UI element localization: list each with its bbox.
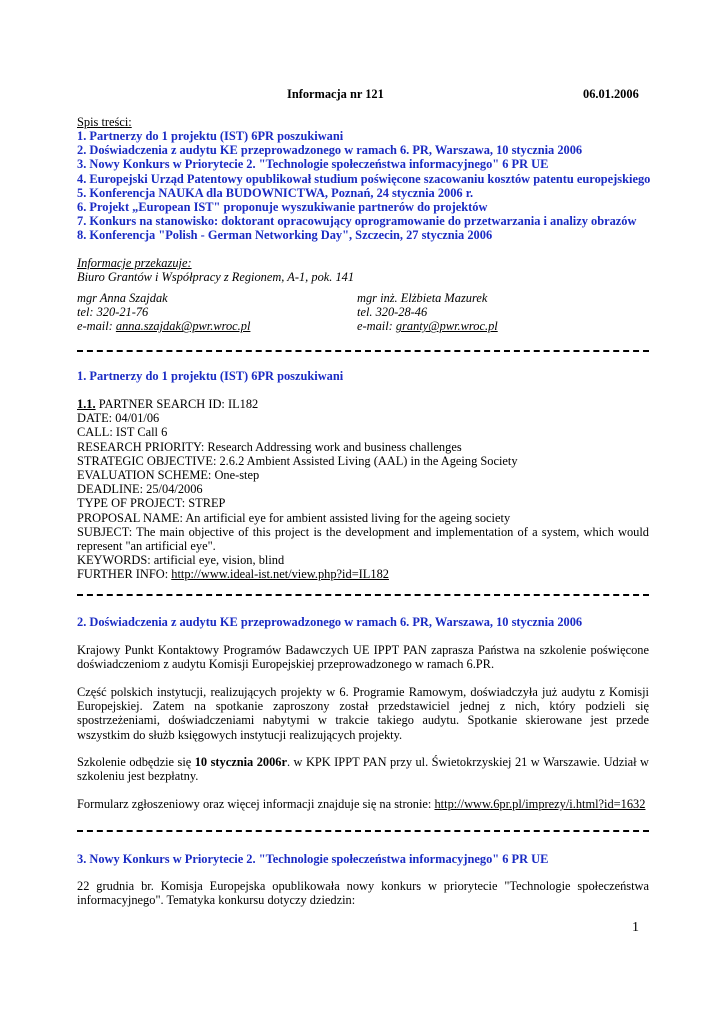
partner-call: CALL: IST Call 6 bbox=[77, 425, 168, 440]
contact-2 bbox=[357, 291, 498, 334]
section-1-heading: 1. Partnerzy do 1 projektu (IST) 6PR poszukiwani bbox=[77, 369, 344, 383]
further-info-prefix: FURTHER INFO: bbox=[77, 567, 172, 582]
partner-search-id: PARTNER SEARCH ID: IL182 bbox=[95, 397, 259, 411]
toc-item-2[interactable]: 2. Doświadczenia z audytu KE przeprowadzonego w ramach 6. PR, Warszawa, 10 stycznia 2006 bbox=[77, 143, 583, 158]
page-number: 1 bbox=[632, 920, 639, 935]
section-3-heading: 3. Nowy Konkurs w Priorytecie 2. "Technologie społeczeństwa informacyjnego" 6 PR UE bbox=[77, 852, 549, 866]
section-2-paragraph-1: Krajowy Punkt Kontaktowy Programów Badawczych UE IPPT PAN zaprasza Państwa na szkolenie poświęcone doświadczeniom z audytu Komisji Europejskiej przeprowadzonego w ramach 6.PR. bbox=[77, 643, 649, 672]
section-2-paragraph-4 bbox=[77, 797, 645, 811]
contact-1-name: mgr Anna Szajdak bbox=[77, 291, 168, 305]
partner-evaluation-scheme: EVALUATION SCHEME: One-step bbox=[77, 468, 260, 483]
section-2-paragraph-2: Część polskich instytucji, realizujących projekty w 6. Programie Ramowym, doświadczyła już audytu z Komisji Europejskiej. Zatem na spotkanie zaproszony został przedstawiciel jednej z nich, który podzieli się spostrzeżeniami, doświadczeniami nabytymi w trakcie takiego audytu. Spotkanie skierowane jest przede wszystkim do służb księgowych instytucji realizujących projekty. bbox=[77, 685, 649, 742]
partner-deadline: DEADLINE: 25/04/2006 bbox=[77, 482, 203, 497]
separator-3 bbox=[77, 830, 649, 832]
partner-research-priority: RESEARCH PRIORITY: Research Addressing work and business challenges bbox=[77, 439, 462, 454]
info-label: Informacje przekazuje: bbox=[77, 256, 192, 270]
separator-1 bbox=[77, 350, 649, 352]
contact-2-email-link[interactable]: granty@pwr.wroc.pl bbox=[395, 319, 498, 334]
toc-heading: Spis treści: bbox=[77, 115, 132, 129]
section-2-paragraph-3 bbox=[77, 755, 649, 783]
partner-keywords: KEYWORDS: artificial eye, vision, blind bbox=[77, 553, 285, 568]
form-info-link[interactable]: http://www.6pr.pl/imprezy/i.html?id=1632 bbox=[434, 797, 646, 811]
partner-date: DATE: 04/01/06 bbox=[77, 411, 160, 426]
contact-2-tel: tel. 320-28-46 bbox=[357, 305, 428, 320]
toc-item-1[interactable]: 1. Partnerzy do 1 projektu (IST) 6PR poszukiwani bbox=[77, 129, 344, 143]
section-2-heading: 2. Doświadczenia z audytu KE przeprowadzonego w ramach 6. PR, Warszawa, 10 stycznia 2006 bbox=[77, 615, 583, 629]
further-info-link[interactable]: http://www.ideal-ist.net/view.php?id=IL182 bbox=[171, 567, 389, 582]
training-text-a: Szkolenie odbędzie się bbox=[77, 755, 195, 769]
separator-2 bbox=[77, 594, 649, 596]
toc-list bbox=[77, 129, 649, 243]
document-date: 06.01.2006 bbox=[583, 87, 639, 101]
contact-2-email-prefix: e-mail: bbox=[357, 319, 396, 334]
training-text-b: . w KPK IPPT PAN przy ul. Świetokrzyskiej 21 w Warszawie. Udział w szkoleniu jest bezpłatny. bbox=[77, 755, 649, 784]
partner-strategic-objective: STRATEGIC OBJECTIVE: 2.6.2 Ambient Assisted Living (AAL) in the Ageing Society bbox=[77, 453, 518, 468]
partner-subject: SUBJECT: The main objective of this project is the development and implementation of a system, which would represent "an artificial eye". bbox=[77, 524, 649, 554]
section-3-paragraph-1: 22 grudnia br. Komisja Europejska opublikowała nowy konkurs w priorytecie "Technologie społeczeństwa informacyjnego". Tematyka konkursu dotyczy dziedzin: bbox=[77, 879, 649, 908]
contact-1 bbox=[77, 291, 250, 334]
toc-item-3[interactable]: 3. Nowy Konkurs w Priorytecie 2. "Technologie społeczeństwa informacyjnego" 6 PR UE bbox=[77, 157, 549, 172]
partner-project-type: TYPE OF PROJECT: STREP bbox=[77, 496, 226, 511]
contact-1-tel: tel: 320-21-76 bbox=[77, 305, 149, 320]
contact-2-name: mgr inż. Elżbieta Mazurek bbox=[357, 291, 488, 305]
toc-item-8[interactable]: 8. Konferencja "Polish - German Networking Day", Szczecin, 27 stycznia 2006 bbox=[77, 228, 493, 243]
section-1-body bbox=[77, 397, 649, 582]
info-office: Biuro Grantów i Współpracy z Regionem, A-1, pok. 141 bbox=[77, 270, 355, 284]
toc-item-4[interactable]: 4. Europejski Urząd Patentowy opublikował studium poświęcone szacowaniu kosztów patentu europejskiego bbox=[77, 171, 651, 186]
partner-proposal-name: PROPOSAL NAME: An artificial eye for ambient assisted living for the ageing society bbox=[77, 510, 511, 525]
form-info-prefix: Formularz zgłoszeniowy oraz więcej informacji znajduje się na stronie: bbox=[77, 797, 435, 811]
partner-search-number: 1.1. bbox=[77, 397, 96, 411]
training-date: 10 stycznia 2006r bbox=[194, 755, 287, 769]
contact-1-email-prefix: e-mail: bbox=[77, 319, 116, 334]
toc-item-6[interactable]: 6. Projekt „European IST" proponuje wyszukiwanie partnerów do projektów bbox=[77, 200, 488, 215]
toc-item-7[interactable]: 7. Konkurs na stanowisko: doktorant opracowujący oprogramowanie do przetwarzania i analizy obrazów bbox=[77, 214, 637, 229]
document-title: Informacja nr 121 bbox=[287, 87, 384, 101]
contact-1-email-link[interactable]: anna.szajdak@pwr.wroc.pl bbox=[115, 319, 251, 334]
toc-item-5[interactable]: 5. Konferencja NAUKA dla BUDOWNICTWA, Poznań, 24 stycznia 2006 r. bbox=[77, 185, 474, 200]
